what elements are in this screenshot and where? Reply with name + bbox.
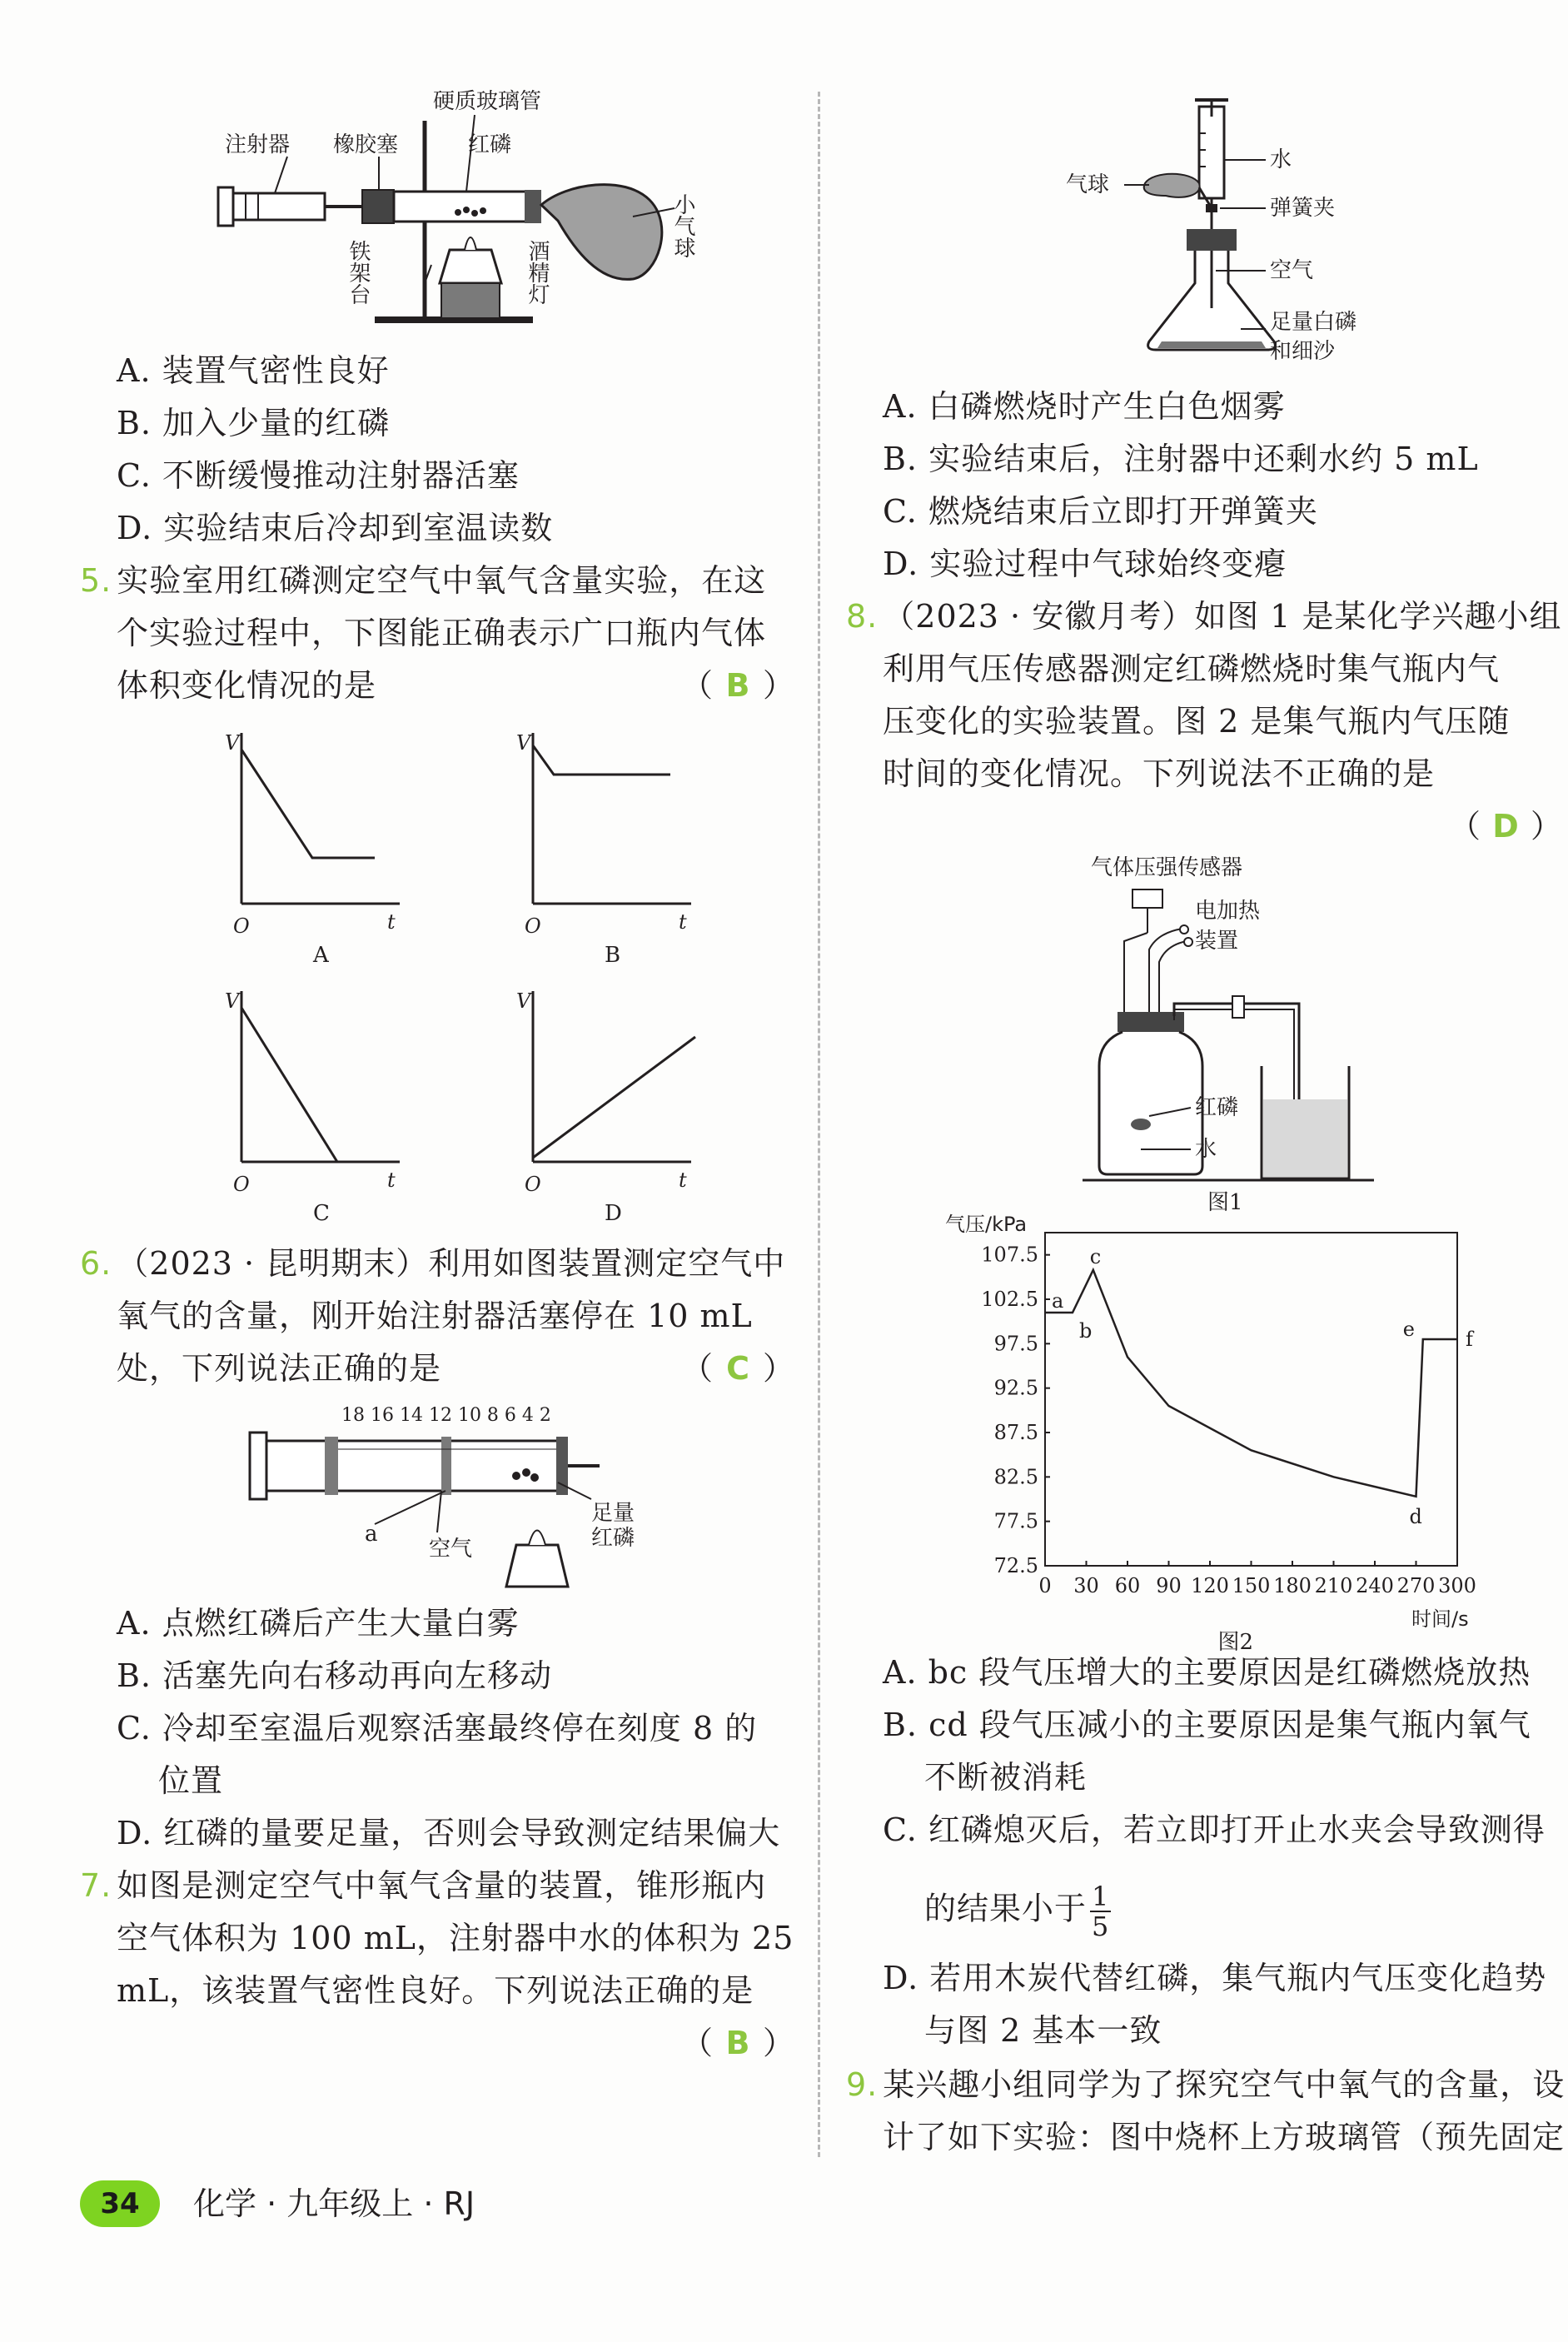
y-tick-label: 107.5 bbox=[981, 1243, 1038, 1267]
svg-text:D: D bbox=[605, 1201, 622, 1226]
q6-line-2: 氧气的含量，刚开始注射器活塞停在 10 mL bbox=[117, 1298, 753, 1334]
q9-line-1: 9. 某兴趣小组同学为了探究空气中氧气的含量，设 bbox=[846, 2066, 1566, 2103]
q8-option-c-cont: 的结果小于 $\frac{1}{5}$ bbox=[924, 1881, 1110, 1942]
q8-line-1: 8. （2023 · 安徽月考）如图 1 是某化学兴趣小组 bbox=[846, 598, 1562, 635]
label-rubber-stopper: 橡胶塞 bbox=[333, 132, 399, 157]
x-tick-label: 270 bbox=[1396, 1574, 1436, 1597]
q5-line-3: 体积变化情况的是 bbox=[117, 667, 377, 704]
svg-text:O: O bbox=[525, 1173, 541, 1196]
x-tick-label: 300 bbox=[1438, 1574, 1476, 1597]
svg-text:O: O bbox=[233, 914, 250, 938]
fraction-one-fifth: $\frac{1}{5}$ bbox=[1092, 1881, 1110, 1942]
svg-text:弹簧夹: 弹簧夹 bbox=[1270, 196, 1336, 221]
q8-option-a: A. bc 段气压增大的主要原因是红磷燃烧放热 bbox=[883, 1654, 1531, 1691]
svg-text:t: t bbox=[387, 1169, 396, 1192]
svg-text:B: B bbox=[605, 943, 621, 968]
label-red-phosphorus: 红磷 bbox=[468, 132, 512, 157]
svg-text:t: t bbox=[679, 1169, 687, 1192]
chart-frame bbox=[1045, 1233, 1457, 1566]
q7-option-a: A. 白磷燃烧时产生白色烟雾 bbox=[883, 388, 1286, 425]
q6-option-c-cont: 位置 bbox=[158, 1762, 224, 1799]
y-axis-label: 气压/kPa bbox=[945, 1213, 1028, 1236]
svg-text:V: V bbox=[516, 989, 531, 1013]
svg-text:O: O bbox=[525, 914, 541, 938]
q6-syringe-figure bbox=[241, 1399, 633, 1599]
q8-option-b-cont: 不断被消耗 bbox=[924, 1759, 1088, 1796]
svg-text:空气: 空气 bbox=[429, 1537, 473, 1562]
page-number-badge: 34 bbox=[80, 2180, 160, 2227]
q6-answer: （ C ） bbox=[681, 1350, 795, 1387]
q5-line-2: 个实验过程中，下图能正确表示广口瓶内气体 bbox=[117, 615, 767, 651]
q8-option-d-cont: 与图 2 基本一致 bbox=[924, 2012, 1162, 2049]
svg-text:O: O bbox=[233, 1173, 250, 1196]
svg-text:C: C bbox=[313, 1201, 330, 1226]
q7-option-b: B. 实验结束后，注射器中还剩水约 5 mL bbox=[883, 441, 1479, 477]
q8-line-3: 压变化的实验装置。图 2 是集气瓶内气压随 bbox=[883, 703, 1511, 740]
svg-text:水: 水 bbox=[1270, 147, 1292, 172]
q6-option-c: C. 冷却至室温后观察活塞最终停在刻度 8 的 bbox=[117, 1710, 758, 1747]
q7-line-1: 7. 如图是测定空气中氧气含量的装置，锥形瓶内 bbox=[80, 1867, 767, 1904]
x-axis-label: 时间/s bbox=[1411, 1607, 1469, 1631]
x-tick-label: 60 bbox=[1114, 1574, 1141, 1597]
x-tick-label: 0 bbox=[1038, 1574, 1052, 1597]
label-alcohol-lamp: 酒精灯 bbox=[525, 240, 550, 305]
y-tick-label: 97.5 bbox=[993, 1332, 1038, 1356]
label-iron-stand: 铁架台 bbox=[346, 240, 371, 305]
svg-text:V: V bbox=[225, 731, 240, 755]
q7-option-c: C. 燃烧结束后立即打开弹簧夹 bbox=[883, 493, 1318, 530]
y-tick-label: 87.5 bbox=[993, 1421, 1038, 1444]
svg-text:足量: 足量 bbox=[591, 1501, 635, 1526]
point-label-f: f bbox=[1466, 1328, 1473, 1351]
q9-line-2: 计了如下实验：图中烧杯上方玻璃管（预先固定 bbox=[883, 2119, 1566, 2155]
q5-graph-a bbox=[225, 725, 416, 966]
svg-text:红磷: 红磷 bbox=[1195, 1095, 1239, 1120]
point-label-e: e bbox=[1402, 1318, 1415, 1341]
y-tick-label: 102.5 bbox=[981, 1288, 1038, 1311]
svg-text:t: t bbox=[679, 910, 687, 934]
pressure-series-line bbox=[1045, 1270, 1457, 1497]
q5-line-1: 5. 实验室用红磷测定空气中氧气含量实验，在这 bbox=[80, 562, 767, 599]
point-label-d: d bbox=[1409, 1504, 1422, 1528]
q8-line-4: 时间的变化情况。下列说法不正确的是 bbox=[883, 755, 1436, 792]
label-hard-glass-tube: 硬质玻璃管 bbox=[433, 89, 542, 114]
figure-2-caption: 图2 bbox=[1217, 1630, 1254, 1655]
svg-text:气体压强传感器: 气体压强传感器 bbox=[1091, 855, 1243, 880]
svg-text:红磷: 红磷 bbox=[591, 1526, 635, 1551]
q7-line-3: mL，该装置气密性良好。下列说法正确的是 bbox=[117, 1972, 754, 2009]
svg-text:气球: 气球 bbox=[1066, 172, 1110, 197]
q8-figure-1 bbox=[1083, 850, 1399, 1216]
q8-option-d: D. 若用木炭代替红磷，集气瓶内气压变化趋势 bbox=[883, 1960, 1547, 1996]
x-tick-label: 120 bbox=[1191, 1574, 1229, 1597]
q8-option-b: B. cd 段气压减小的主要原因是集气瓶内氧气 bbox=[883, 1707, 1531, 1743]
svg-text:空气: 空气 bbox=[1270, 258, 1314, 283]
svg-text:V: V bbox=[225, 989, 240, 1013]
q7-line-2: 空气体积为 100 mL，注射器中水的体积为 25 bbox=[117, 1920, 794, 1956]
point-label-c: c bbox=[1089, 1244, 1102, 1268]
x-tick-label: 150 bbox=[1232, 1574, 1271, 1597]
y-tick-label: 92.5 bbox=[993, 1376, 1038, 1400]
label-small-balloon: 小气球 bbox=[670, 193, 695, 258]
footer-subject: 化学 · 九年级上 · RJ bbox=[193, 2185, 475, 2222]
q5-graph-d bbox=[516, 983, 708, 1224]
x-tick-label: 30 bbox=[1073, 1574, 1099, 1597]
q7-answer: （ B ） bbox=[681, 2025, 795, 2061]
q6-option-a: A. 点燃红磷后产生大量白雾 bbox=[117, 1605, 520, 1642]
q6-scale: 18 16 14 12 10 8 6 4 2 bbox=[341, 1405, 551, 1426]
q5-graph-c bbox=[225, 983, 416, 1224]
q5-answer: （ B ） bbox=[681, 667, 795, 704]
q4-option-d: D. 实验结束后冷却到室温读数 bbox=[117, 510, 554, 546]
x-tick-label: 240 bbox=[1356, 1574, 1394, 1597]
q4-option-a: A. 装置气密性良好 bbox=[117, 352, 390, 389]
svg-text:A: A bbox=[313, 943, 329, 968]
svg-text:图1: 图1 bbox=[1207, 1190, 1243, 1215]
q6-option-d: D. 红磷的量要足量，否则会导致测定结果偏大 bbox=[117, 1815, 781, 1851]
point-label-a: a bbox=[1052, 1289, 1064, 1313]
y-tick-label: 77.5 bbox=[993, 1509, 1038, 1533]
y-tick-label: 82.5 bbox=[993, 1465, 1038, 1489]
q7-flask-figure bbox=[1058, 92, 1391, 375]
q8-answer: （ D ） bbox=[1449, 808, 1563, 845]
column-divider bbox=[818, 92, 820, 2157]
q8-figure-2-chart bbox=[941, 1212, 1482, 1655]
y-tick-label: 72.5 bbox=[993, 1554, 1038, 1577]
label-syringe: 注射器 bbox=[225, 132, 291, 157]
q8-line-2: 利用气压传感器测定红磷燃烧时集气瓶内气 bbox=[883, 650, 1501, 687]
x-tick-label: 210 bbox=[1314, 1574, 1353, 1597]
svg-text:水: 水 bbox=[1195, 1137, 1217, 1162]
q7-option-d: D. 实验过程中气球始终变瘪 bbox=[883, 546, 1287, 582]
q5-number: 5. bbox=[80, 562, 112, 599]
q6-line-1: 6. （2023 · 昆明期末）利用如图装置测定空气中 bbox=[80, 1245, 786, 1282]
q6-option-b: B. 活塞先向右移动再向左移动 bbox=[117, 1657, 553, 1694]
q4-option-c: C. 不断缓慢推动注射器活塞 bbox=[117, 457, 520, 494]
svg-text:装置: 装置 bbox=[1195, 929, 1239, 954]
svg-text:a: a bbox=[365, 1522, 378, 1547]
svg-text:t: t bbox=[387, 910, 396, 934]
svg-text:和细沙: 和细沙 bbox=[1270, 339, 1336, 364]
x-tick-label: 180 bbox=[1273, 1574, 1312, 1597]
q4-apparatus-figure bbox=[208, 83, 708, 341]
q5-graph-b bbox=[516, 725, 708, 966]
q4-option-b: B. 加入少量的红磷 bbox=[117, 405, 391, 441]
x-tick-label: 90 bbox=[1156, 1574, 1182, 1597]
svg-text:V: V bbox=[516, 731, 531, 755]
q6-line-3: 处，下列说法正确的是 bbox=[117, 1350, 442, 1387]
svg-text:足量白磷: 足量白磷 bbox=[1270, 310, 1357, 335]
svg-text:电加热: 电加热 bbox=[1195, 899, 1261, 924]
point-label-b: b bbox=[1079, 1319, 1093, 1343]
q8-option-c: C. 红磷熄灭后，若立即打开止水夹会导致测得 bbox=[883, 1811, 1546, 1848]
